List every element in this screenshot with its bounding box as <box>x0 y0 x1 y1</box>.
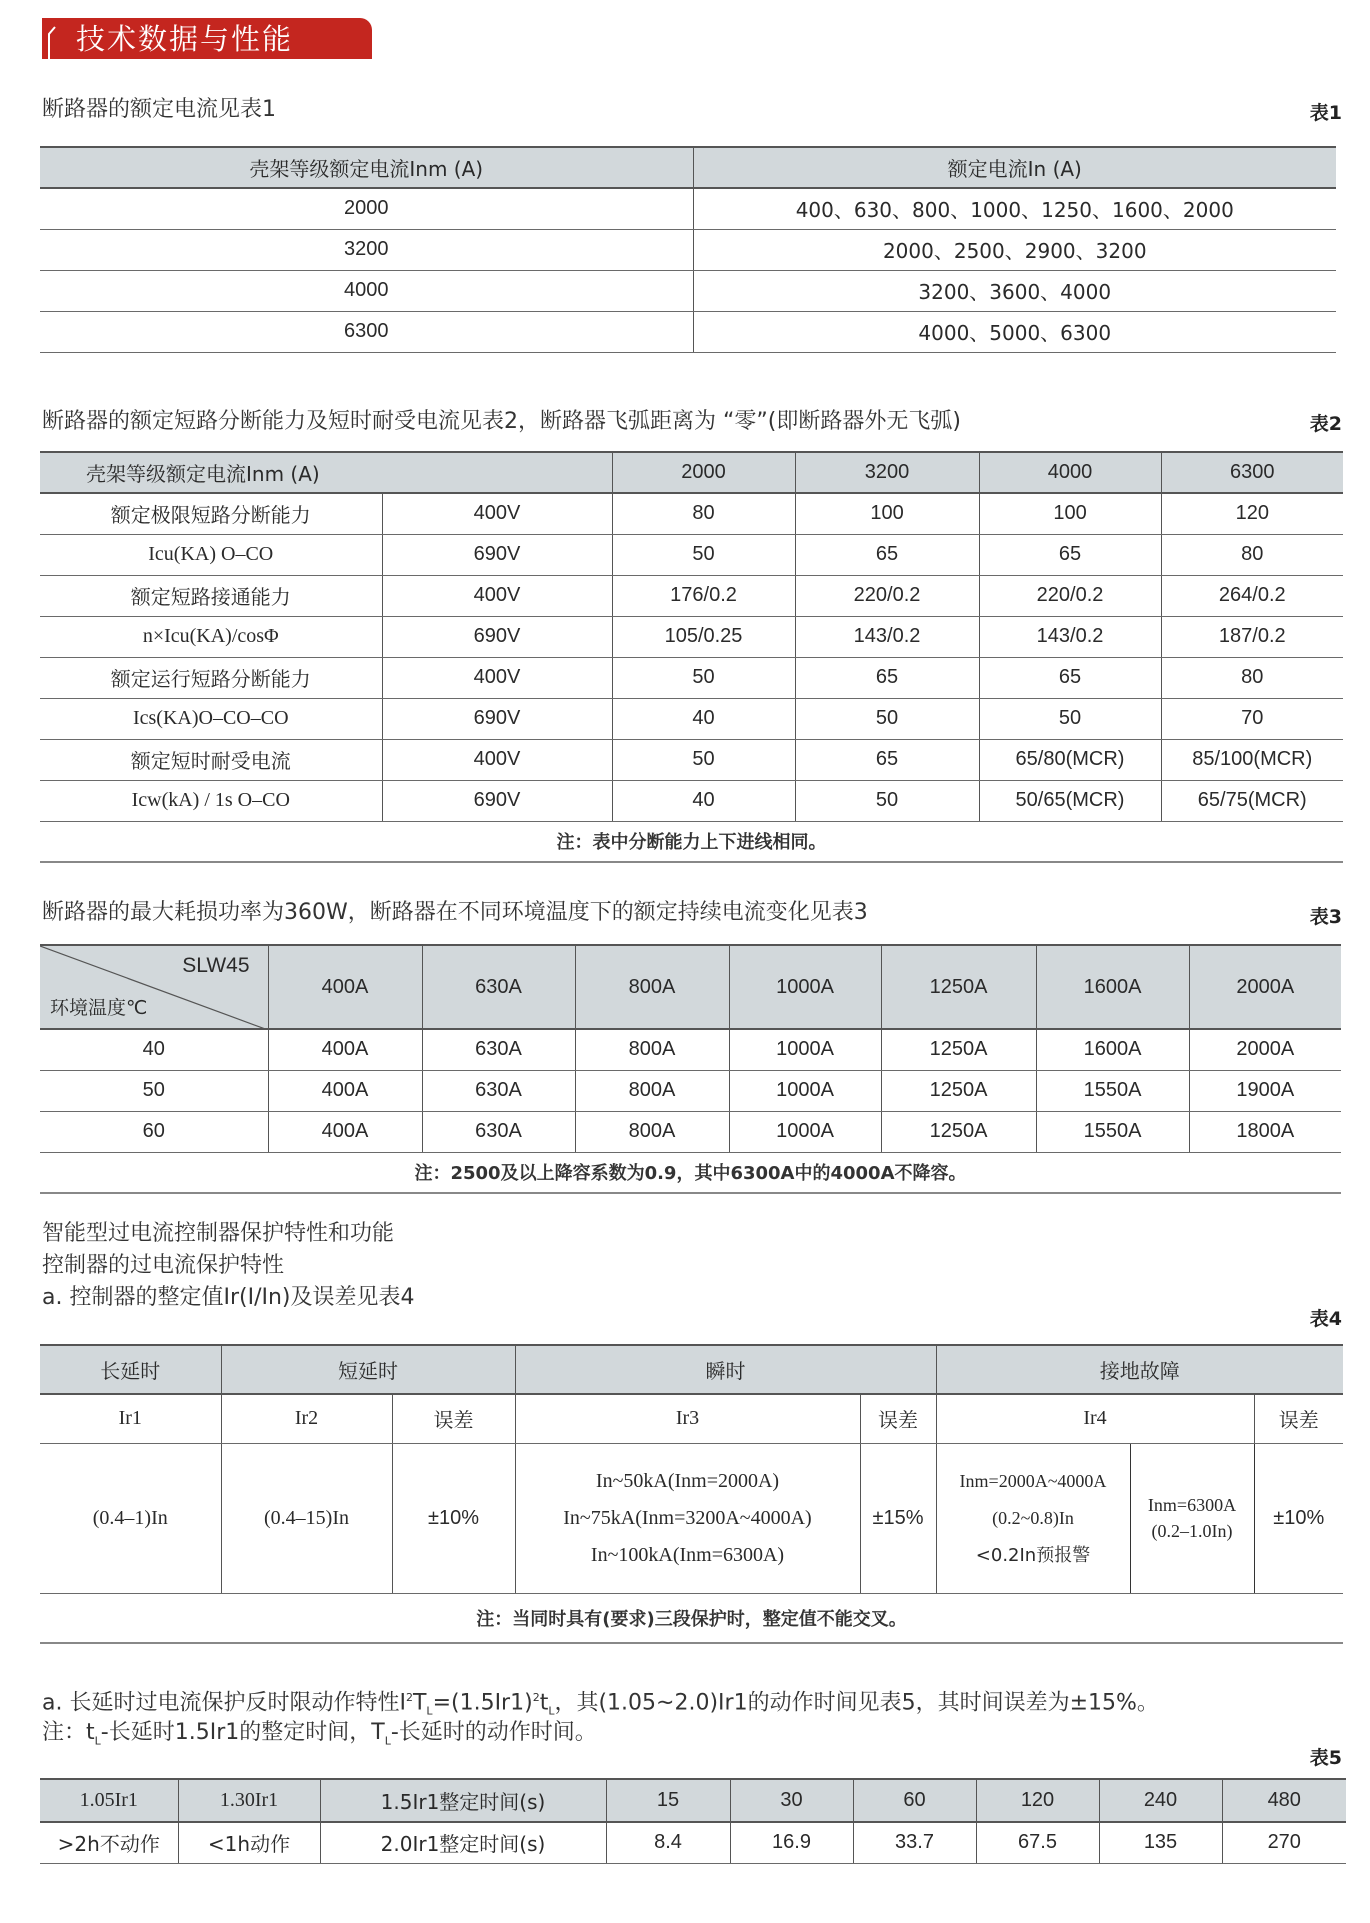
section5-line2-post: -长延时的动作时间。 <box>390 1720 597 1745</box>
table2-row <box>40 616 1343 657</box>
table2-cell: 80 <box>1161 657 1343 698</box>
table2-group-sub: n×Icu(KA)/cosΦ <box>40 616 382 657</box>
table2-cell: 40 <box>612 698 795 739</box>
table2-cell: 50/65(MCR) <box>979 780 1161 821</box>
table4-data-row <box>40 1443 1343 1593</box>
table4 <box>40 1344 1343 1644</box>
table2-voltage: 690V <box>382 616 612 657</box>
table4-sub-header: Ir4 <box>936 1394 1254 1443</box>
table3-cell: 1000A <box>729 1111 881 1152</box>
subscript: L <box>548 1704 555 1718</box>
table5-header-cell: 15 <box>606 1779 730 1822</box>
table3-corner-bottom: 环境温度℃ <box>50 997 148 1019</box>
section5-line2 <box>42 1719 597 1755</box>
table4-instant-line: In~100kA(Inm=6300A) <box>590 1543 785 1566</box>
table1-header-cell: 额定电流In (A) <box>693 147 1336 188</box>
table1-row <box>40 188 1336 229</box>
table2-voltage: 400V <box>382 657 612 698</box>
subscript: L <box>384 1734 391 1748</box>
table2-group-sub: Ics(KA)O–CO–CO <box>40 698 382 739</box>
table3-cell: 630A <box>422 1029 575 1070</box>
table2-voltage: 690V <box>382 534 612 575</box>
table5-header-cell: 120 <box>976 1779 1099 1822</box>
subscript: L <box>94 1734 101 1748</box>
table3-cell: 1250A <box>881 1070 1036 1111</box>
table2-cell: 120 <box>1161 493 1343 534</box>
table3-cell: 1000A <box>729 1070 881 1111</box>
table2-voltage: 400V <box>382 739 612 780</box>
table5-cell: 8.4 <box>606 1822 730 1863</box>
table4-ground-a-line: <0.2In预报警 <box>975 1544 1091 1566</box>
table4-ground-b-line: Inm=6300A <box>1147 1495 1237 1515</box>
section5-line1-pre: a. 长延时过电流保护反时限动作特性I <box>42 1690 406 1716</box>
table2-cell: 187/0.2 <box>1161 616 1343 657</box>
table4-sub-header: Ir1 <box>40 1394 221 1443</box>
table2-row <box>40 575 1343 616</box>
table4-group-header: 瞬时 <box>515 1345 936 1394</box>
table1-row <box>40 270 1336 311</box>
table2-note-row <box>40 821 1343 862</box>
table3-temp: 40 <box>40 1029 268 1070</box>
table3-column-header: 630A <box>422 945 575 1029</box>
table3-cell: 630A <box>422 1111 575 1152</box>
table2-voltage: 400V <box>382 575 612 616</box>
table3-column-header: 1000A <box>729 945 881 1029</box>
table2-cell: 85/100(MCR) <box>1161 739 1343 780</box>
table4-short-delay: (0.4–15)In <box>221 1443 392 1593</box>
table5-header-row <box>40 1779 1346 1822</box>
table3-cell: 800A <box>575 1111 729 1152</box>
table2-cell: 105/0.25 <box>612 616 795 657</box>
table1-row <box>40 229 1336 270</box>
table2-cell: 50 <box>795 780 979 821</box>
table4-ground-a <box>936 1443 1130 1593</box>
table2-cell: 100 <box>795 493 979 534</box>
table3-cell: 400A <box>268 1029 422 1070</box>
table4-ground-error: ±10% <box>1254 1443 1343 1593</box>
table4-note-row <box>40 1593 1343 1643</box>
table2-group-name: 额定短路接通能力 <box>40 575 382 616</box>
table4-instant-line: In~75kA(Inm=3200A~4000A) <box>563 1506 812 1529</box>
table2-row <box>40 493 1343 534</box>
table5-header-cell: 1.5Ir1整定时间(s) <box>320 1779 606 1822</box>
table2-header-row <box>40 452 1343 493</box>
table2-cell: 40 <box>612 780 795 821</box>
table2-group-name: 额定运行短路分断能力 <box>40 657 382 698</box>
table2-cell: 220/0.2 <box>795 575 979 616</box>
table5-header-cell: 60 <box>853 1779 976 1822</box>
table4-instant-line: In~50kA(Inm=2000A) <box>595 1469 780 1492</box>
table4-sub-header: Ir2 <box>221 1394 392 1443</box>
table2-cell: 80 <box>612 493 795 534</box>
section4-line: 控制器的过电流保护特性 <box>42 1253 285 1278</box>
table5-cell: 2.0Ir1整定时间(s) <box>320 1822 606 1863</box>
table2-cell: 70 <box>1161 698 1343 739</box>
table4-sub-header: 误差 <box>392 1394 515 1443</box>
table1-header-cell: 壳架等级额定电流Inm (A) <box>40 147 693 188</box>
table3-row <box>40 1111 1341 1152</box>
table3-column-header: 800A <box>575 945 729 1029</box>
table4-sub-header: 误差 <box>860 1394 936 1443</box>
table3-cell: 400A <box>268 1111 422 1152</box>
table5-label: 表5 <box>1309 1747 1342 1769</box>
table3-row <box>40 1029 1341 1070</box>
formula-mid: =(1.5Ir1) <box>432 1690 533 1716</box>
table2-cell: 220/0.2 <box>979 575 1161 616</box>
table2-cell: 50 <box>612 657 795 698</box>
table3-column-header: 2000A <box>1189 945 1341 1029</box>
section5-line2-mid: -长延时1.5Ir1的整定时间，T <box>100 1720 385 1745</box>
table1-cell: 4000 <box>40 270 693 311</box>
table3-cell: 1250A <box>881 1029 1036 1070</box>
table3-cell: 1250A <box>881 1111 1036 1152</box>
table4-group-header-row <box>40 1345 1343 1394</box>
table2-group-name: 额定短时耐受电流 <box>40 739 382 780</box>
table5-cell: <1h动作 <box>178 1822 320 1863</box>
table5-cell: >2h不动作 <box>40 1822 178 1863</box>
table3-note: 注：2500及以上降容系数为0.9，其中6300A中的4000A不降容。 <box>40 1152 1341 1193</box>
table4-note: 注：当同时具有(要求)三段保护时，整定值不能交叉。 <box>40 1593 1343 1643</box>
table4-ground-a-line: (0.2~0.8)In <box>992 1507 1074 1528</box>
table4-group-header: 接地故障 <box>936 1345 1343 1394</box>
table1-cell: 6300 <box>40 311 693 352</box>
section5-line1-post: ，其(1.05~2.0)Ir1的动作时间见表5，其时间误差为±15%。 <box>554 1690 1159 1716</box>
table3-cell: 800A <box>575 1070 729 1111</box>
table2-cell: 80 <box>1161 534 1343 575</box>
superscript: 2 <box>532 1691 540 1704</box>
table2-cell: 65 <box>795 657 979 698</box>
table1-cell: 2000 <box>40 188 693 229</box>
table2-cell: 65/75(MCR) <box>1161 780 1343 821</box>
table5 <box>40 1778 1346 1864</box>
table4-sub-header: 误差 <box>1254 1394 1343 1443</box>
table3-corner-top: SLW45 <box>182 954 250 977</box>
table5-header-cell: 240 <box>1099 1779 1222 1822</box>
table2-cell: 50 <box>612 739 795 780</box>
table2-cell: 65 <box>795 534 979 575</box>
table2-voltage: 690V <box>382 780 612 821</box>
table4-long-delay: (0.4–1)In <box>40 1443 221 1593</box>
table3-cell: 1000A <box>729 1029 881 1070</box>
table5-cell: 135 <box>1099 1822 1222 1863</box>
table4-instant <box>515 1443 860 1593</box>
table2-group-sub: Icw(kA) / 1s O–CO <box>40 780 382 821</box>
table2-header-label: 壳架等级额定电流Inm (A) <box>40 452 612 493</box>
table5-header-cell: 1.30Ir1 <box>178 1779 320 1822</box>
table3-column-header: 400A <box>268 945 422 1029</box>
table3-cell: 1800A <box>1189 1111 1341 1152</box>
table2-column-header: 6300 <box>1161 452 1343 493</box>
table4-ground-a-line: Inm=2000A~4000A <box>959 1470 1107 1491</box>
table1-cell: 3200 <box>40 229 693 270</box>
section-banner <box>42 18 372 59</box>
table2-cell: 65/80(MCR) <box>979 739 1161 780</box>
table4-sub-header-row <box>40 1394 1343 1443</box>
table3-note-row <box>40 1152 1341 1193</box>
table2-column-header: 3200 <box>795 452 979 493</box>
table3-temp: 60 <box>40 1111 268 1152</box>
table2-cell: 50 <box>979 698 1161 739</box>
table5-cell: 33.7 <box>853 1822 976 1863</box>
table3-header-row <box>40 945 1341 1029</box>
table5-header-cell: 30 <box>730 1779 853 1822</box>
table2-cell: 50 <box>612 534 795 575</box>
table3-column-header: 1250A <box>881 945 1036 1029</box>
table4-group-header: 长延时 <box>40 1345 221 1394</box>
table2-label: 表2 <box>1309 413 1342 435</box>
table2-column-header: 2000 <box>612 452 795 493</box>
table1-row <box>40 311 1336 352</box>
table3-row <box>40 1070 1341 1111</box>
table3-cell: 400A <box>268 1070 422 1111</box>
table4-instant-error: ±15% <box>860 1443 936 1593</box>
table2-voltage: 690V <box>382 698 612 739</box>
table3-cell: 630A <box>422 1070 575 1111</box>
table2-group-sub: Icu(KA) O–CO <box>40 534 382 575</box>
table5-header-cell: 1.05Ir1 <box>40 1779 178 1822</box>
table1-cell: 3200、3600、4000 <box>693 270 1336 311</box>
table2-cell: 143/0.2 <box>795 616 979 657</box>
table2-cell: 143/0.2 <box>979 616 1161 657</box>
table5-cell: 67.5 <box>976 1822 1099 1863</box>
table3-caption: 断路器的最大耗损功率为360W，断路器在不同环境温度下的额定持续电流变化见表3 <box>42 900 868 925</box>
table4-group-header: 短延时 <box>221 1345 515 1394</box>
formula-t: t <box>539 1690 549 1716</box>
table1-cell: 2000、2500、2900、3200 <box>693 229 1336 270</box>
table4-ground-b <box>1130 1443 1254 1593</box>
table3 <box>40 944 1341 1194</box>
table3-cell: 800A <box>575 1029 729 1070</box>
table3-temp: 50 <box>40 1070 268 1111</box>
table2-row <box>40 698 1343 739</box>
table3-cell: 1550A <box>1036 1070 1189 1111</box>
table4-ground-b-line: (0.2–1.0In) <box>1151 1521 1233 1541</box>
table1-cell: 400、630、800、1000、1250、1600、2000 <box>693 188 1336 229</box>
table1-cell: 4000、5000、6300 <box>693 311 1336 352</box>
table4-short-error: ±10% <box>392 1443 515 1593</box>
table3-corner-cell <box>40 945 268 1029</box>
table2-cell: 176/0.2 <box>612 575 795 616</box>
section-title: 技术数据与性能 <box>76 22 294 56</box>
section4-line: 智能型过电流控制器保护特性和功能 <box>42 1221 395 1246</box>
table3-cell: 1600A <box>1036 1029 1189 1070</box>
table2-cell: 100 <box>979 493 1161 534</box>
table4-label: 表4 <box>1309 1308 1342 1330</box>
table2-group-name: 额定极限短路分断能力 <box>40 493 382 534</box>
table2-caption: 断路器的额定短路分断能力及短时耐受电流见表2，断路器飞弧距离为 “零”(即断路器外无飞弧) <box>42 409 961 434</box>
table3-cell: 1550A <box>1036 1111 1189 1152</box>
table2-cell: 264/0.2 <box>1161 575 1343 616</box>
section5-line2-pre: 注：t <box>42 1720 95 1745</box>
table2 <box>40 451 1343 863</box>
table2-cell: 65 <box>979 534 1161 575</box>
subscript: L <box>426 1704 433 1718</box>
table1-caption: 断路器的额定电流见表1 <box>42 97 276 122</box>
table4-sub-header: Ir3 <box>515 1394 860 1443</box>
table3-cell: 1900A <box>1189 1070 1341 1111</box>
formula-T: T <box>412 1690 427 1716</box>
table2-row <box>40 657 1343 698</box>
table5-row <box>40 1822 1346 1863</box>
table2-note: 注：表中分断能力上下进线相同。 <box>40 821 1343 862</box>
table2-row <box>40 739 1343 780</box>
superscript: 2 <box>405 1691 413 1704</box>
table1-header-row <box>40 147 1336 188</box>
table2-cell: 65 <box>979 657 1161 698</box>
table1-label: 表1 <box>1309 102 1342 124</box>
table3-label: 表3 <box>1309 906 1342 928</box>
table2-row <box>40 534 1343 575</box>
table3-column-header: 1600A <box>1036 945 1189 1029</box>
table5-header-cell: 480 <box>1222 1779 1346 1822</box>
corner-mark-icon <box>48 26 62 59</box>
table2-voltage: 400V <box>382 493 612 534</box>
table2-cell: 65 <box>795 739 979 780</box>
table1 <box>40 146 1336 353</box>
table2-column-header: 4000 <box>979 452 1161 493</box>
table3-cell: 2000A <box>1189 1029 1341 1070</box>
table5-cell: 270 <box>1222 1822 1346 1863</box>
table5-cell: 16.9 <box>730 1822 853 1863</box>
table2-cell: 50 <box>795 698 979 739</box>
table2-row <box>40 780 1343 821</box>
section4-line: a. 控制器的整定值Ir(I/In)及误差见表4 <box>42 1285 415 1310</box>
